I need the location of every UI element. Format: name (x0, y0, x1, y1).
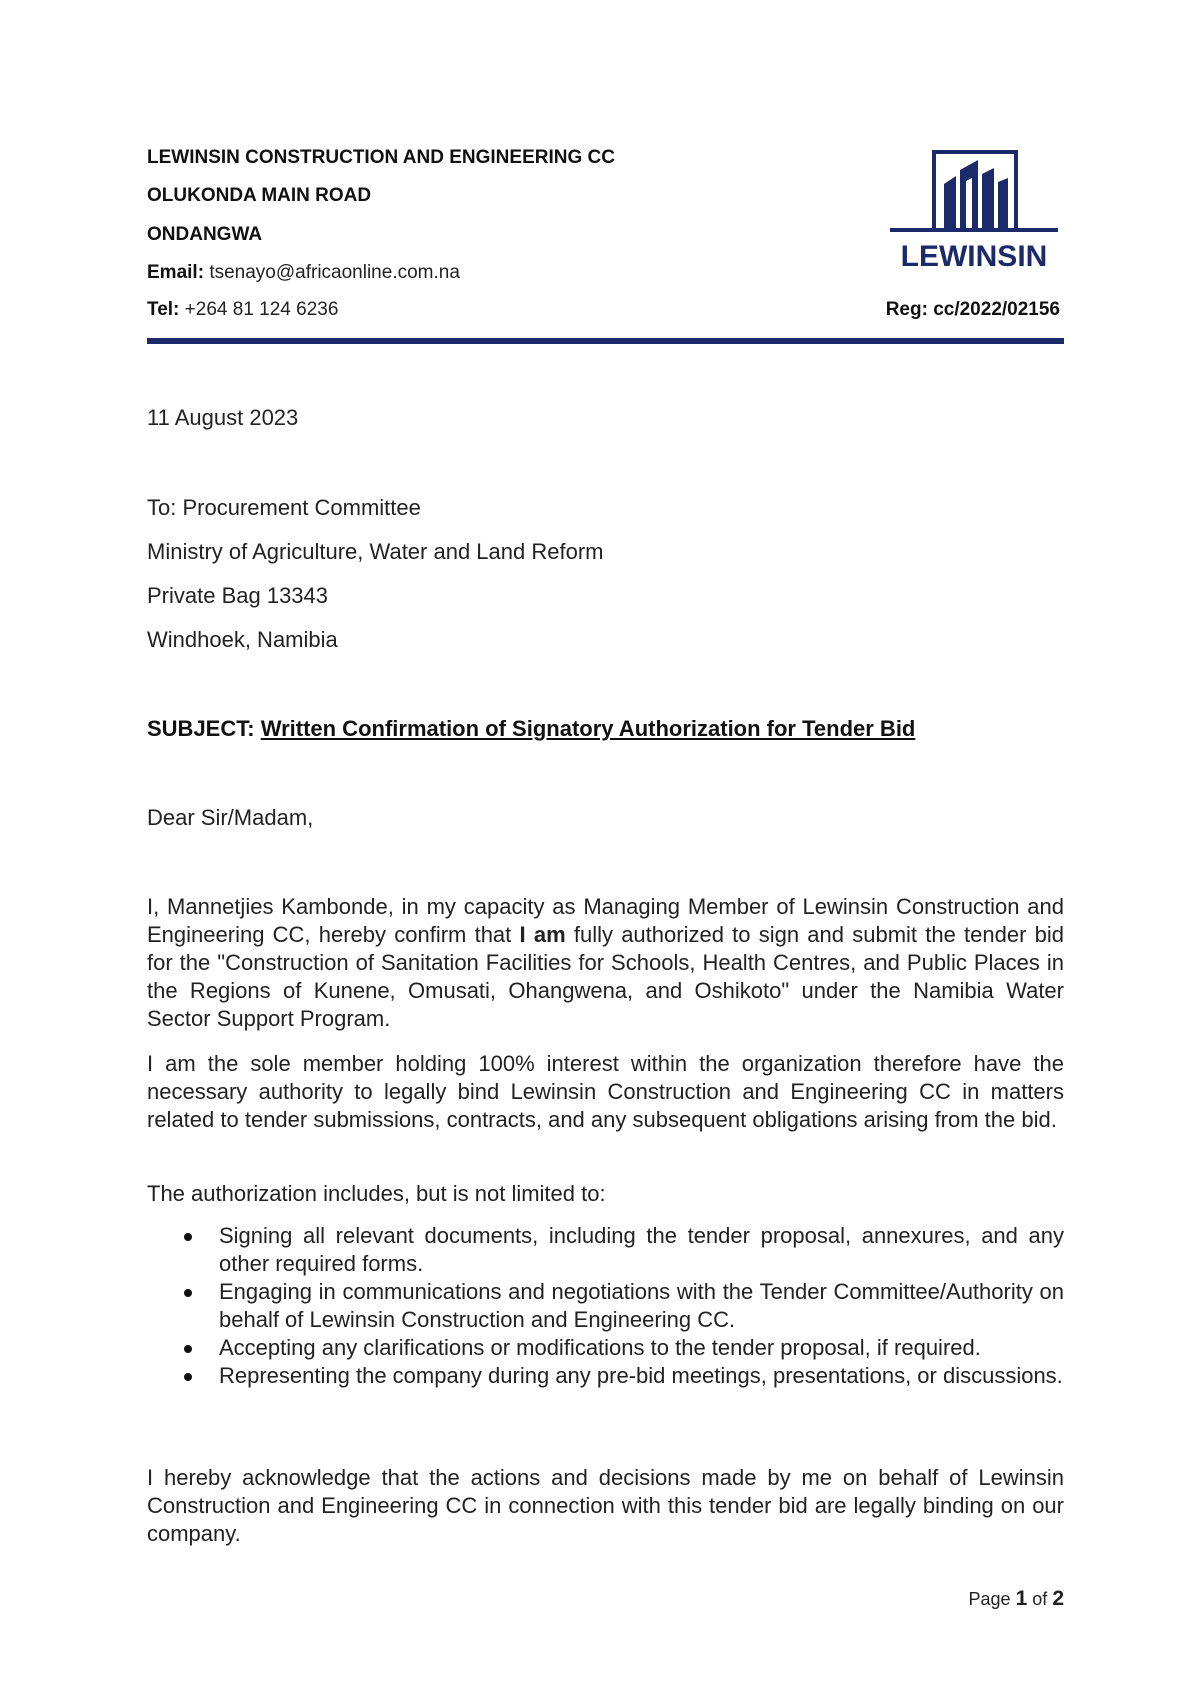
authorization-list (147, 1222, 1064, 1390)
letter-date: 11 August 2023 (147, 405, 299, 430)
subject-line (147, 716, 915, 742)
tel-label: Tel: (147, 299, 180, 320)
salutation: Dear Sir/Madam, (147, 805, 314, 830)
p1-part-a: I, Mannetjies Kambonde, in my capacity as Managing Member of Lewinsin Construction and Engineering CC, hereby confirm that (147, 894, 1064, 947)
list-item (147, 1362, 1064, 1390)
bullet-icon (184, 1289, 192, 1297)
logo-text: LEWINSIN (900, 240, 1048, 273)
p1-bold: I am (519, 922, 566, 947)
list-item (147, 1222, 1064, 1278)
company-road: OLUKONDA MAIN ROAD (147, 185, 372, 206)
list-item-text: Signing all relevant documents, including the tender proposal, annexures, and any other required forms. (219, 1223, 1064, 1276)
email-value: tsenayo@africaonline.com.na (209, 262, 460, 283)
lewinsin-logo-icon (886, 148, 1062, 276)
company-town: ONDANGWA (147, 224, 263, 245)
page-current: 1 (1015, 1587, 1028, 1610)
company-tel (147, 299, 338, 321)
body-paragraph-3: The authorization includes, but is not limited to: (147, 1181, 606, 1206)
body-paragraph-2: I am the sole member holding 100% interest within the organization therefore have the necessary authority to legally bind Lewinsin Construction and Engineering CC in matters related to tender submissions, contracts, and any subsequent obligations arising from the bid. (147, 1051, 1064, 1132)
p1-part-b: fully authorized to sign and submit the tender bid for the "Construction of Sanitation Facilities for Schools, Health Centres, and Public Places in the Regions of Kunene, Omusati, Ohangwena, and Oshikoto" under the Namibia Water Sector Support Program. (147, 922, 1064, 1031)
bullet-icon (184, 1345, 192, 1353)
subject-text: Written Confirmation of Signatory Authorization for Tender Bid (260, 716, 916, 741)
list-item (147, 1334, 1064, 1362)
page-total: 2 (1052, 1587, 1064, 1610)
recipient-line-1: To: Procurement Committee (147, 495, 421, 520)
page-word: Page (968, 1589, 1011, 1609)
company-name: LEWINSIN CONSTRUCTION AND ENGINEERING CC (147, 147, 615, 168)
page-number (969, 1587, 1064, 1611)
registration-number: Reg: cc/2022/02156 (885, 299, 1060, 320)
recipient-line-4: Windhoek, Namibia (147, 627, 338, 652)
list-item-text: Engaging in communications and negotiations with the Tender Committee/Authority on behalf of Lewinsin Construction and Engineering CC. (219, 1279, 1064, 1332)
tel-value: +264 81 124 6236 (184, 299, 339, 320)
recipient-line-2: Ministry of Agriculture, Water and Land Reform (147, 539, 604, 564)
header-divider (147, 338, 1064, 344)
recipient-line-3: Private Bag 13343 (147, 583, 329, 608)
list-item-text: Representing the company during any pre-bid meetings, presentations, or discussions. (219, 1363, 1063, 1388)
list-item (147, 1278, 1064, 1334)
email-label: Email: (147, 262, 205, 283)
bullet-icon (184, 1233, 192, 1241)
company-email (147, 262, 460, 284)
body-paragraph-4: I hereby acknowledge that the actions and decisions made by me on behalf of Lewinsin Construction and Engineering CC in connection with this tender bid are legally binding on our company. (147, 1465, 1064, 1546)
bullet-icon (184, 1373, 192, 1381)
of-word: of (1032, 1589, 1048, 1609)
subject-label: SUBJECT: (147, 716, 255, 741)
list-item-text: Accepting any clarifications or modifications to the tender proposal, if required. (219, 1335, 981, 1360)
body-paragraph-1 (147, 893, 1064, 1033)
